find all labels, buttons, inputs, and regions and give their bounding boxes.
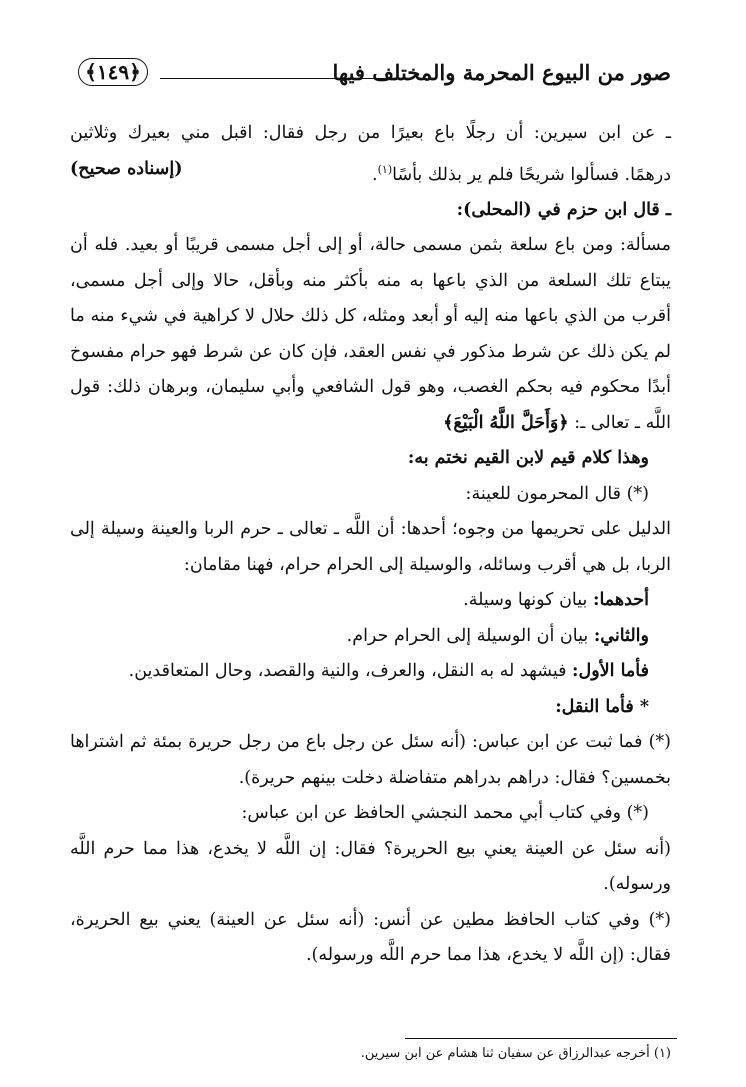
source-grading: (إسناده صحيح) [70,158,183,179]
section-heading: * فأما النقل: [555,696,649,717]
text-line: يبتاع تلك السلعة من الذي باعها به منه بأكثر منه وبأقل، حالا وإلى أجل مسمى، [70,270,671,291]
text-line: الدليل على تحريمها من وجوه؛ أحدها: أن اللَّه ـ تعالى ـ حرم الربا والعينة وسيلة إلى [70,519,671,540]
section-heading: وهذا كلام قيم لابن القيم نختم به: [407,448,649,469]
text-line: درهمًا. فسألوا شريحًا فلم ير بذلك بأسًا$^{(١)}$. (إسناده صحيح) [70,152,671,193]
text-line [70,654,671,690]
text-line: (*) وفي كتاب أبي محمد النجشي الحافظ عن ابن عباس: [241,803,649,824]
header-rule [160,78,399,79]
text-line: فقال: (إن اللَّه لا يخدع، هذا مما حرم اللَّه ورسوله). [305,945,671,966]
text-line: مسألة: ومن باع سلعة بثمن مسمى حالة، أو إلى أجل مسمى قريبًا أو بعيد. فله أن [70,235,671,256]
text-line: ورسوله). [603,874,671,895]
main-text [70,116,671,974]
text-line: (*) فما ثبت عن ابن عباس: (أنه سئل عن رجل باع من رجل حريرة بمئة ثم اشتراها [70,732,671,753]
page-number: ﴿١٤٩﴾ [78,58,148,86]
quran-verse: ﴿وَأَحَلَّ اللَّهُ الْبَيْعَ﴾ [443,412,569,433]
term-label: فأما الأول: [572,661,649,682]
text-line: الربا، بل هي أقرب وسائله، والوسيلة إلى الحرام حرام، فهنا مقامان: [183,554,671,575]
text-line: (*) وفي كتاب الحافظ مطين عن أنس: (أنه سئل عن العينة) يعني بيع الحريرة، [70,909,671,930]
text-line: لم يكن ذلك عن شرط مذكور في نفس العقد، فإن كان عن شرط فهو حرام مفسوخ [70,341,671,362]
section-heading: ـ قال ابن حزم في (المحلى): [456,199,671,220]
text-line [70,406,671,442]
text-segment: بيان أن الوسيلة إلى الحرام حرام. [346,625,594,646]
text-segment: فيشهد له به النقل، والعرف، والنية والقصد، وحال المتعاقدين. [128,661,573,682]
text-line: أقرب من الذي باعها منه إليه أو أبعد ومثله، كل ذلك حلال لا كراهية في شيء منه ما [70,306,671,327]
text-segment: درهمًا. فسألوا شريحًا فلم ير بذلك بأسًا [392,164,671,185]
page-header [78,52,671,92]
term-label: والثاني: [593,625,649,646]
footnote-ref: (١) [377,162,393,176]
text-line: (أنه سئل عن العينة يعني بيع الحريرة؟ فقال: إن اللَّه لا يخدع، هذا مما حرم اللَّه [70,838,671,859]
text-line [70,619,671,655]
text-segment: بيان كونها وسيلة. [463,590,593,611]
text-line [70,583,671,619]
text-line: ـ عن ابن سيرين: أن رجلًا باع بعيرًا من رجل فقال: اقبل مني بعيرك وثلاثين [70,123,671,143]
footnote: (١) أخرجه عبدالرزاق عن سفيان ثنا هشام عن ابن سيرين. [360,1046,671,1061]
text-segment: اللَّه ـ تعالى ـ: [568,412,671,433]
term-label: أحدهما: [592,590,649,611]
text-line: (*) قال المحرمون للعينة: [465,483,649,504]
text-line: أبدًا محكوم فيه بحكم الغصب، وهو قول الشافعي وأبي سليمان، وبرهان ذلك: قول [70,377,671,398]
footnote-rule [405,1038,677,1039]
running-title: صور من البيوع المحرمة والمختلف فيها [332,60,671,85]
text-line: بخمسين؟ فقال: دراهم بدراهم متفاضلة دخلت بينهم حريرة). [238,767,671,788]
